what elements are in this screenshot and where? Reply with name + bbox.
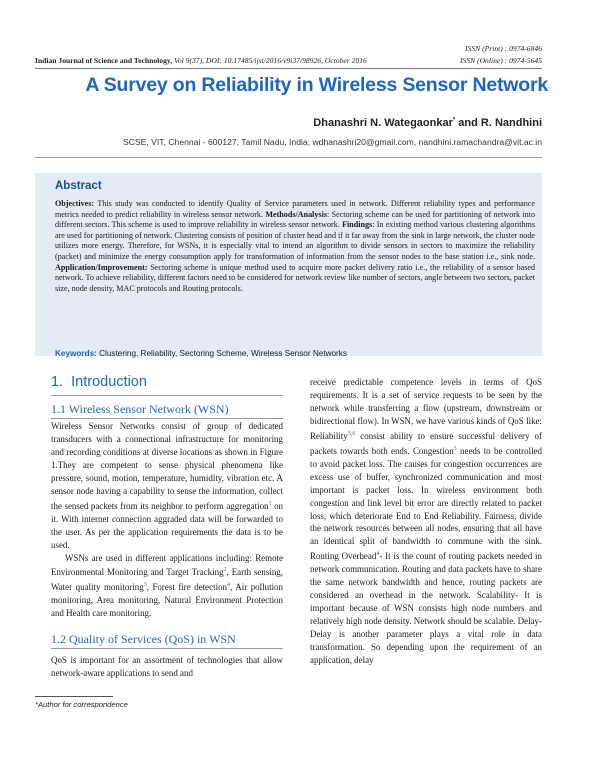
footnote-correspondence: *Author for correspondence <box>35 700 128 709</box>
affiliation: SCSE, VIT, Chennai - 600127, Tamil Nadu, India; wdhanashri20@gmail.com, nandhini.ramachandra@vit.ac.in <box>122 137 542 147</box>
citation-link[interactable]: 1 <box>268 500 272 507</box>
author-list: Dhanashri N. Wategaonkar* and R. Nandhini <box>313 117 542 129</box>
citation-link[interactable]: 3 <box>143 582 147 589</box>
subsection-divider <box>51 418 283 419</box>
subsection-divider <box>51 648 283 649</box>
left-column-wsn <box>51 420 283 620</box>
abstract-body: Objectives: This study was conducted to identify Quality of Service parameters used in network. Different reliability types and performance metrics needed to predict reliability in wireless sensor network. Methods/Analysis: Sectoring scheme can be used for partitioning of network into different sectors. This scheme is used to improve reliability in wireless sensor network. Findings: In existing method various clustering algorithms are used for partitioning of network. Clustering consists of position of cluster head and if it far away from the sink in large network, the cluster node utilizes more energy. Therefore, for WSNs, it is especially vital to intend an algorithm to divide sensors in sectors to maximize the reliability (packet) and minimize the energy consumption apply for transformation of information from the sensor nodes to the base station i.e., sink node. Application/Improvement: Sectoring scheme is unique method used to acquire more packet delivery ratio i.e., the reliability of a sensor based network. To achieve reliability, different factors need to be considered for network review like number of sectors, angle between two sectors, packet size, node density, MAC protocols and Routing protocols. <box>55 199 536 293</box>
citation-link[interactable]: 3 <box>453 445 457 452</box>
subsection-heading-wsn: 1.1 Wireless Sensor Network (WSN) <box>51 402 229 416</box>
citation-link[interactable]: 4 <box>376 551 380 558</box>
issn-print: ISSN (Print) : 0974-6846 <box>465 44 542 53</box>
journal-citation: Indian Journal of Science and Technology, Vol 9(37), DOI: 10.17485/ijst/2016/v9i37/98926, October 2016 <box>35 56 367 65</box>
subsection-heading-qos: 1.2 Quality of Services (QoS) in WSN <box>51 632 236 646</box>
right-column <box>310 376 542 667</box>
issn-online: ISSN (Online) : 0974-5645 <box>459 56 542 65</box>
section-divider <box>51 395 283 396</box>
left-column-qos <box>51 654 283 680</box>
paragraph: QoS is important for an assortment of technologies that allow network-aware applications to send and <box>51 655 283 678</box>
abstract-heading: Abstract <box>55 180 102 192</box>
citation-link[interactable]: 5,6 <box>347 430 356 437</box>
paragraph: receive predictable competence levels in terms of QoS requirements. It is a set of service requests to be seen by the network while transferring a flow (upstream, downstream or bidirectional flow). In WSN, we have various kinds of QoS like: Reliability$^{5,6}$ consist ability to ensure successful delivery of packets towards both ends. Congestion$^3$ needs to be controlled to avoid packet loss. The causes for congestion occurrences are excess use of buffer, synchronized communication and most important is packet loss. In wireless environment both congestion and link level bit error are directly related to packet loss, which deteriorate End to End Reliability. Fairness, divide the network resources between all nodes, ensuring that all have an identical split of bandwidth to commune with the sink. Routing Overhead$^4$- It is the count of routing packets needed in network communication. Routing and data packets have to share the same network bandwidth and hence, routing packets are considered an overhead in the network. Scalability- It is important because of WSN consists high node numbers and relatively high node density. Network should be scalable. Delay- Delay is another parameter plays a vital role in data transformation. So depending upon the requirement of an application, delay <box>310 377 542 665</box>
paper-title: A Survey on Reliability in Wireless Sensor Network <box>85 74 548 96</box>
section-heading-introduction: 1. Introduction <box>51 374 147 390</box>
footnote-divider <box>35 696 113 697</box>
citation-link[interactable]: 2 <box>223 567 227 574</box>
keywords: Keywords: Clustering, Reliability, Sectoring Scheme, Wireless Sensor Networks <box>55 349 347 358</box>
title-divider <box>35 157 542 158</box>
header-divider <box>35 68 542 69</box>
citation-link[interactable]: 4 <box>227 582 231 589</box>
paragraph: Wireless Sensor Networks consist of group of dedicated transducers with a connectional infrastructure for monitoring and recording conditions at diverse locations as shown in Figure 1.They are competent to sense physical phenomena like pressure, sound, motion, temperature, humidity, vibration etc. A sensor node having a capability to sense the information, collect the sensed packets from its neighbor to perform aggregation$^1$ on it. With internet connection aggraded data will be forwarded to the user. As per the application requirements the data is to be used. <box>51 421 284 550</box>
paragraph: WSNs are used in different applications including: Remote Environmental Monitoring and Target Tracking$^2$, Earth sensing, Water quality monitoring$^3$, Forest fire detection$^4$, Air pollution monitoring, Area monitoring, Natural Environment Protection and Health care monitoring. <box>51 552 284 619</box>
